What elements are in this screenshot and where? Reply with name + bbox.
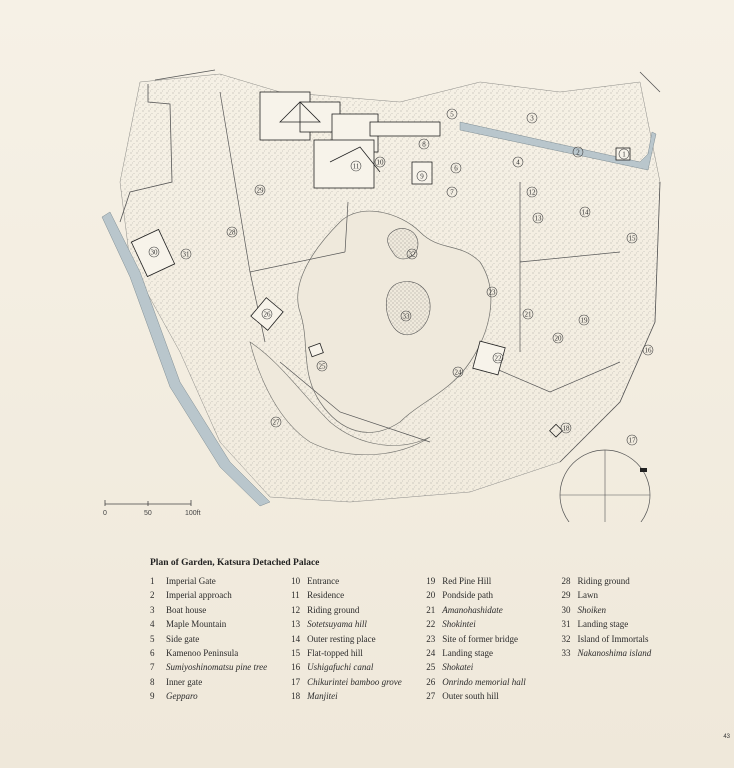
legend-item-number: 6 xyxy=(150,648,155,659)
legend-item-number: 31 xyxy=(561,619,571,630)
map-marker-number: 21 xyxy=(524,310,532,319)
legend-column-3 xyxy=(426,574,561,704)
legend-item xyxy=(426,689,561,703)
map-marker-16 xyxy=(643,345,653,355)
map-marker-number: 5 xyxy=(450,110,454,119)
legend-item-number: 26 xyxy=(426,676,436,687)
scale-label-0: 0 xyxy=(103,510,107,517)
legend-item xyxy=(426,632,561,646)
legend-item-number: 21 xyxy=(426,604,436,615)
map-marker-number: 22 xyxy=(494,354,502,363)
map-marker-number: 20 xyxy=(554,334,562,343)
legend-item-number: 17 xyxy=(291,676,301,687)
legend-item-number: 16 xyxy=(291,662,301,673)
scale-label-50: 50 xyxy=(144,510,152,517)
scale-bar xyxy=(103,498,213,524)
page-number: 43 xyxy=(723,734,730,740)
legend-item xyxy=(150,660,291,674)
legend-column-1 xyxy=(150,574,291,704)
scale-label-100ft: 100ft xyxy=(185,510,201,517)
map-marker-number: 27 xyxy=(272,418,280,427)
legend-item-label: Imperial Gate xyxy=(166,576,216,586)
legend-item xyxy=(561,588,670,602)
legend-item-number: 8 xyxy=(150,676,155,687)
legend-item-label: Amanohashidate xyxy=(442,604,503,615)
legend-item-number: 3 xyxy=(150,604,155,615)
legend-item-number: 22 xyxy=(426,619,436,630)
legend-item xyxy=(291,574,426,588)
legend-item-label: Site of former bridge xyxy=(442,633,519,644)
legend-item-label: Flat-topped hill xyxy=(307,648,363,659)
map-marker-number: 33 xyxy=(402,312,410,321)
map-marker-number: 15 xyxy=(628,234,636,243)
map-marker-number: 28 xyxy=(228,228,236,237)
legend-item-label: Sotetsuyama hill xyxy=(307,619,367,630)
legend-item-label: Maple Mountain xyxy=(166,619,227,630)
map-marker-number: 9 xyxy=(420,172,424,181)
map-marker-number: 8 xyxy=(422,140,426,149)
map-marker-number: 4 xyxy=(516,158,520,167)
legend-item-number: 1 xyxy=(150,576,155,586)
legend-item xyxy=(291,632,426,646)
legend-item xyxy=(561,632,670,646)
map-marker-number: 17 xyxy=(628,436,636,445)
legend-item-number: 10 xyxy=(291,576,301,586)
legend-item xyxy=(150,603,291,617)
legend-item xyxy=(291,617,426,631)
legend-item-label: Gepparo xyxy=(166,691,198,702)
legend-item-label: Shoiken xyxy=(577,604,606,615)
legend-item-label: Shokatei xyxy=(442,662,474,673)
legend-item-label: Onrindo memorial hall xyxy=(442,676,526,687)
map-marker-number: 19 xyxy=(580,316,588,325)
map-marker-number: 7 xyxy=(450,188,454,197)
legend-item xyxy=(426,660,561,674)
legend-item xyxy=(426,603,561,617)
legend-item xyxy=(561,603,670,617)
legend-item-number: 19 xyxy=(426,576,436,586)
legend-item-label: Shokintei xyxy=(442,619,476,630)
legend-item xyxy=(150,646,291,660)
legend-item-number: 27 xyxy=(426,691,436,702)
legend-item xyxy=(426,646,561,660)
legend-item-label: Kamenoo Peninsula xyxy=(166,648,239,659)
legend-item-number: 14 xyxy=(291,633,301,644)
legend-item xyxy=(291,588,426,602)
legend-title: Plan of Garden, Katsura Detached Palace xyxy=(150,558,320,568)
map-marker-number: 1 xyxy=(622,150,626,159)
legend-item-number: 30 xyxy=(561,604,571,615)
legend-item-number: 24 xyxy=(426,648,436,659)
legend-item-label: Red Pine Hill xyxy=(442,576,492,586)
legend-item-number: 23 xyxy=(426,633,436,644)
map-marker-number: 10 xyxy=(376,158,384,167)
legend xyxy=(150,558,670,704)
legend-item-label: Outer south hill xyxy=(442,691,499,702)
map-marker-number: 32 xyxy=(408,250,416,259)
legend-item xyxy=(150,588,291,602)
legend-item xyxy=(150,675,291,689)
map-marker-number: 3 xyxy=(530,114,534,123)
scale-bar-graphic xyxy=(103,498,213,510)
legend-item-number: 33 xyxy=(561,648,571,659)
legend-item xyxy=(426,617,561,631)
legend-item-number: 5 xyxy=(150,633,155,644)
legend-item-number: 29 xyxy=(561,590,571,601)
legend-item-label: Nakanoshima island xyxy=(577,648,652,659)
legend-item xyxy=(426,588,561,602)
legend-item xyxy=(291,689,426,703)
legend-item-label: Lawn xyxy=(577,590,598,601)
map-marker-number: 24 xyxy=(454,368,462,377)
legend-item-number: 28 xyxy=(561,576,571,586)
map-marker-number: 2 xyxy=(576,148,580,157)
map-marker-number: 14 xyxy=(581,208,589,217)
legend-column-4 xyxy=(561,574,670,704)
legend-item-label: Manjitei xyxy=(307,691,338,702)
legend-item-label: Pondside path xyxy=(442,590,494,601)
legend-item xyxy=(291,660,426,674)
legend-item-label: Boat house xyxy=(166,604,207,615)
legend-item-number: 4 xyxy=(150,619,155,630)
map-marker-number: 23 xyxy=(488,288,496,297)
legend-item-number: 2 xyxy=(150,590,155,601)
map-marker-number: 31 xyxy=(182,250,190,259)
map-marker-17 xyxy=(627,435,637,445)
orientation-circle xyxy=(560,450,650,522)
legend-item xyxy=(426,675,561,689)
legend-item-label: Inner gate xyxy=(166,676,203,687)
legend-item xyxy=(426,574,561,588)
map-marker-number: 26 xyxy=(263,310,271,319)
legend-item-number: 13 xyxy=(291,619,301,630)
legend-column-2 xyxy=(291,574,426,704)
legend-item-label: Riding ground xyxy=(577,576,630,586)
legend-item-label: Landing stage xyxy=(577,619,629,630)
legend-item-label: Outer resting place xyxy=(307,633,376,644)
legend-item xyxy=(291,675,426,689)
legend-item-label: Imperial approach xyxy=(166,590,232,601)
legend-item-number: 7 xyxy=(150,662,155,673)
legend-item xyxy=(561,646,670,660)
legend-item-label: Residence xyxy=(307,590,345,601)
legend-item xyxy=(150,617,291,631)
map-marker-number: 6 xyxy=(454,164,458,173)
legend-item-label: Riding ground xyxy=(307,604,360,615)
map-marker-number: 12 xyxy=(528,188,536,197)
legend-item xyxy=(291,646,426,660)
legend-item-label: Entrance xyxy=(307,576,340,586)
legend-item-number: 11 xyxy=(291,590,300,601)
legend-item-number: 25 xyxy=(426,662,436,673)
legend-item xyxy=(561,617,670,631)
legend-item-number: 9 xyxy=(150,691,155,702)
legend-item xyxy=(561,574,670,588)
map-marker-number: 18 xyxy=(562,424,570,433)
legend-item-number: 20 xyxy=(426,590,436,601)
legend-item xyxy=(150,689,291,703)
legend-item-number: 12 xyxy=(291,604,301,615)
map-marker-number: 25 xyxy=(318,362,326,371)
map-marker-number: 16 xyxy=(644,346,652,355)
map-marker-number: 29 xyxy=(256,186,264,195)
legend-item-label: Sumiyoshinomatsu pine tree xyxy=(166,662,268,673)
legend-item-number: 18 xyxy=(291,691,301,702)
legend-item xyxy=(150,574,291,588)
legend-item-number: 32 xyxy=(561,633,571,644)
legend-item-label: Ushigafuchi canal xyxy=(307,662,374,673)
legend-item-label: Chikurintei bamboo grove xyxy=(307,676,402,687)
map-marker-number: 11 xyxy=(352,162,360,171)
garden-plan-drawing xyxy=(100,62,670,522)
legend-item-label: Side gate xyxy=(166,633,200,644)
legend-item xyxy=(150,632,291,646)
legend-item xyxy=(291,603,426,617)
legend-item-label: Island of Immortals xyxy=(577,633,649,644)
map-marker-number: 13 xyxy=(534,214,542,223)
map-marker-number: 30 xyxy=(150,248,158,257)
garden-plan-map xyxy=(100,62,670,522)
legend-item-number: 15 xyxy=(291,648,301,659)
legend-columns xyxy=(150,574,670,704)
legend-item-label: Landing stage xyxy=(442,648,494,659)
